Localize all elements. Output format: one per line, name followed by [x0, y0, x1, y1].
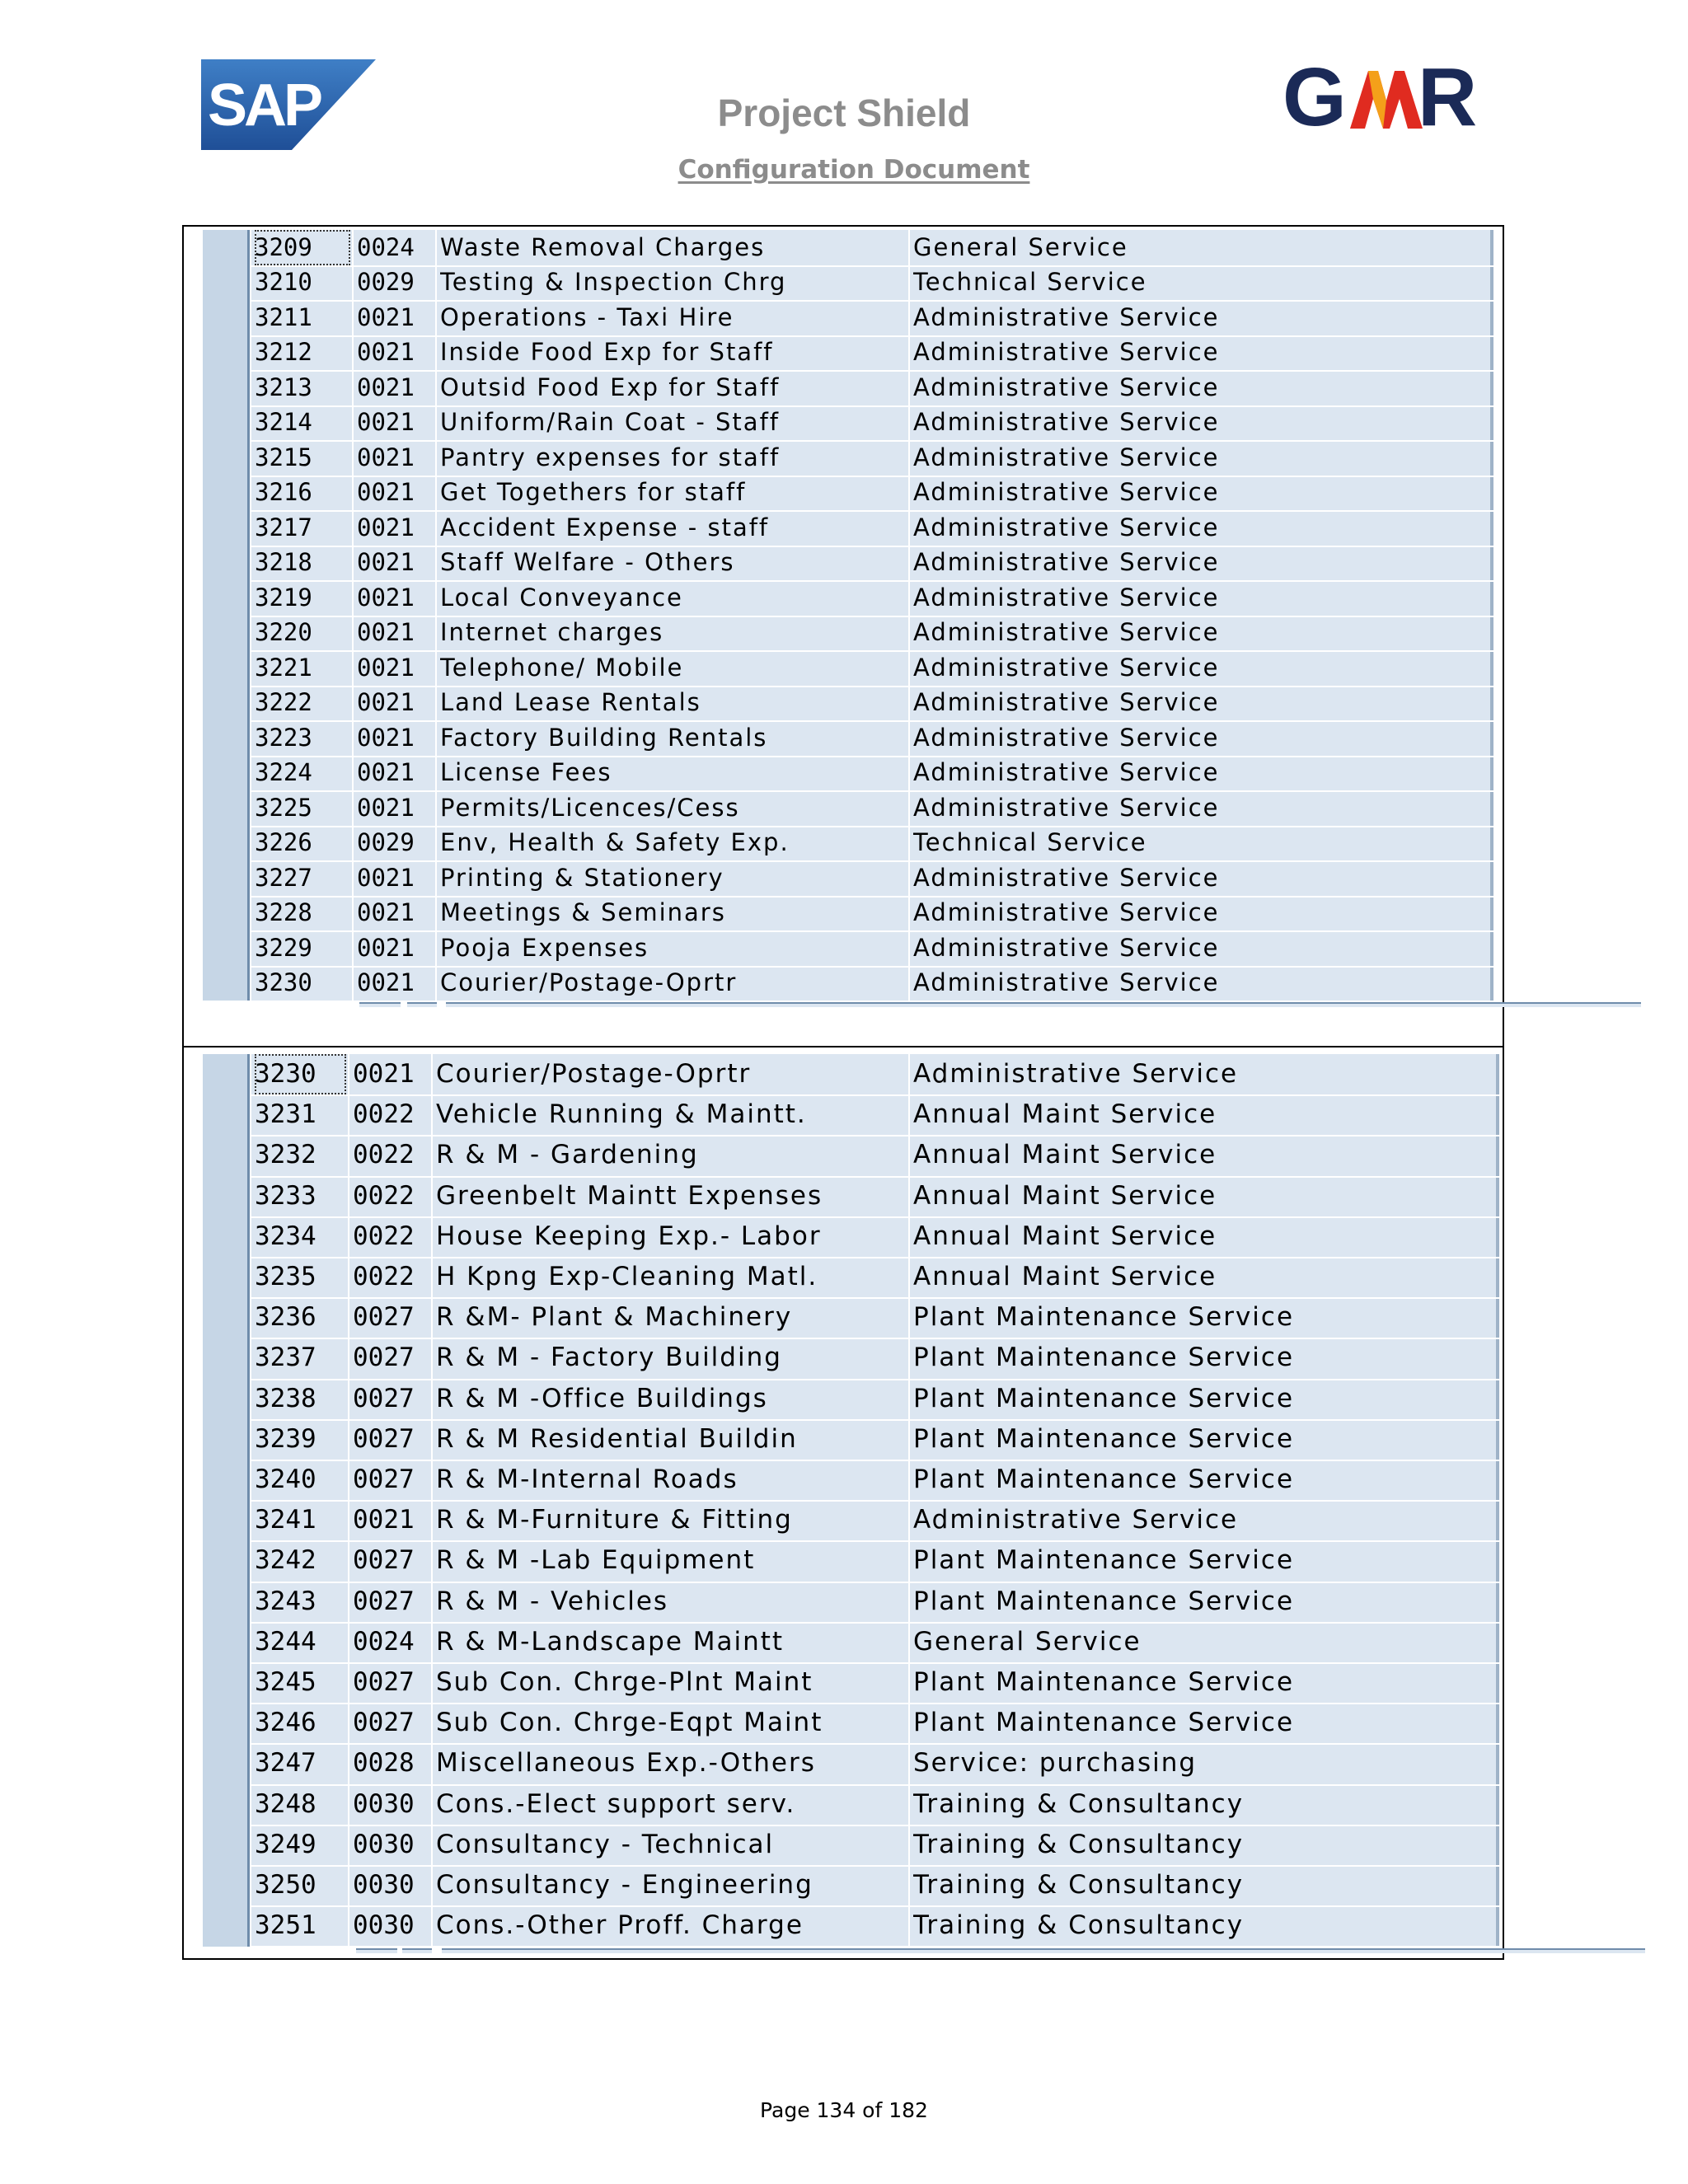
cost-element-description-cell[interactable]: R & M - Factory Building: [436, 1343, 782, 1373]
category-code-cell[interactable]: 0021: [357, 653, 415, 682]
table-row[interactable]: [251, 1338, 1499, 1380]
table-row[interactable]: [251, 720, 1493, 757]
category-code-cell[interactable]: 0021: [357, 513, 415, 541]
row-selector-column[interactable]: [203, 230, 251, 1001]
cost-element-cell[interactable]: 3232: [255, 1140, 316, 1170]
cost-element-description-cell[interactable]: Meetings & Seminars: [440, 898, 726, 927]
table-row[interactable]: [251, 1135, 1499, 1177]
cost-element-description-cell[interactable]: Get Togethers for staff: [440, 478, 747, 507]
cost-element-table-bottom: [203, 1054, 1499, 1947]
category-code-cell[interactable]: 0029: [357, 268, 415, 297]
table-row[interactable]: [251, 1865, 1499, 1907]
cost-element-description-cell[interactable]: Env, Health & Safety Exp.: [440, 828, 790, 857]
cost-element-description-cell[interactable]: House Keeping Exp.- Labor: [436, 1221, 822, 1251]
table-row[interactable]: [251, 1582, 1499, 1624]
cost-element-cell[interactable]: 3241: [255, 1505, 316, 1535]
cost-element-description-cell[interactable]: Consultancy - Engineering: [436, 1870, 814, 1900]
cost-element-cell[interactable]: 3240: [255, 1465, 316, 1495]
category-code-cell[interactable]: 0021: [357, 583, 415, 612]
category-code-cell[interactable]: 0022: [353, 1262, 415, 1292]
cost-element-description-cell[interactable]: R & M Residential Buildin: [436, 1423, 798, 1454]
table-row[interactable]: [251, 1460, 1499, 1502]
cost-element-description-cell[interactable]: Waste Removal Charges: [440, 232, 766, 261]
service-category-cell[interactable]: Training & Consultancy: [913, 1788, 1245, 1819]
cost-element-description-cell[interactable]: Factory Building Rentals: [440, 723, 768, 752]
cost-element-cell[interactable]: 3235: [255, 1262, 316, 1292]
category-code-cell[interactable]: 0030: [353, 1788, 415, 1819]
cost-element-cell[interactable]: 3230: [255, 968, 312, 997]
cost-element-description-cell[interactable]: Cons.-Elect support serv.: [436, 1788, 796, 1819]
cost-element-description-cell[interactable]: Operations - Taxi Hire: [440, 302, 734, 331]
cost-element-cell[interactable]: 3244: [255, 1626, 316, 1657]
service-category-cell[interactable]: General Service: [913, 1626, 1142, 1657]
cost-element-description-cell[interactable]: Accident Expense - staff: [440, 513, 770, 541]
table-row[interactable]: [251, 650, 1493, 687]
service-category-cell[interactable]: Administrative Service: [913, 1059, 1239, 1090]
cost-element-cell[interactable]: 3215: [255, 443, 312, 471]
category-code-cell[interactable]: 0021: [357, 408, 415, 437]
category-code-cell[interactable]: 0022: [353, 1140, 415, 1170]
cost-element-cell[interactable]: 3218: [255, 548, 312, 577]
cost-element-cell[interactable]: 3226: [255, 828, 312, 857]
cost-element-cell[interactable]: 3210: [255, 268, 312, 297]
service-category-cell[interactable]: Administrative Service: [913, 793, 1220, 822]
table-row[interactable]: [251, 405, 1493, 443]
table-row[interactable]: [251, 440, 1493, 477]
category-code-cell[interactable]: 0024: [353, 1626, 415, 1657]
service-category-cell[interactable]: Administrative Service: [913, 933, 1220, 962]
svg-text:SAP: SAP: [208, 73, 321, 138]
service-category-cell[interactable]: Administrative Service: [913, 548, 1220, 577]
cost-element-table-top: [203, 230, 1493, 1001]
cost-element-cell[interactable]: 3247: [255, 1748, 316, 1779]
cost-element-cell[interactable]: 3250: [255, 1870, 316, 1900]
category-code-cell[interactable]: 0027: [353, 1423, 415, 1454]
service-category-cell[interactable]: Training & Consultancy: [913, 1829, 1245, 1859]
table-row[interactable]: [251, 1500, 1499, 1542]
cost-element-cell[interactable]: 3211: [255, 302, 312, 331]
table-row[interactable]: [251, 790, 1493, 827]
cost-element-cell[interactable]: 3237: [255, 1343, 316, 1373]
service-category-cell[interactable]: Technical Service: [913, 268, 1147, 297]
table-row[interactable]: [251, 230, 1493, 267]
service-category-cell[interactable]: Administrative Service: [913, 1505, 1239, 1535]
cost-element-cell[interactable]: 3217: [255, 513, 312, 541]
cost-element-cell[interactable]: 3213: [255, 373, 312, 401]
cost-element-cell[interactable]: 3225: [255, 793, 312, 822]
cost-element-description-cell[interactable]: Internet charges: [440, 618, 664, 647]
cost-element-description-cell[interactable]: R & M - Gardening: [436, 1140, 699, 1170]
horizontal-scrollbar-top[interactable]: [203, 1001, 1493, 1007]
cost-element-cell[interactable]: 3219: [255, 583, 312, 612]
cost-element-description-cell[interactable]: R & M -Lab Equipment: [436, 1545, 756, 1576]
category-code-cell[interactable]: 0021: [357, 548, 415, 577]
table-row[interactable]: [251, 1094, 1499, 1137]
table-row[interactable]: [251, 966, 1493, 1003]
table-row[interactable]: [251, 265, 1493, 302]
cost-element-description-cell[interactable]: Sub Con. Chrge-Eqpt Maint: [436, 1708, 823, 1738]
cost-element-description-cell[interactable]: R & M-Landscape Maintt: [436, 1626, 785, 1657]
service-category-cell[interactable]: Administrative Service: [913, 302, 1220, 331]
cost-element-description-cell[interactable]: H Kpng Exp-Cleaning Matl.: [436, 1262, 818, 1292]
service-category-cell[interactable]: Administrative Service: [913, 898, 1220, 927]
cost-element-cell[interactable]: 3214: [255, 408, 312, 437]
category-code-cell[interactable]: 0021: [357, 793, 415, 822]
cost-element-description-cell[interactable]: Telephone/ Mobile: [440, 653, 684, 682]
cost-element-cell[interactable]: 3212: [255, 338, 312, 367]
service-category-cell[interactable]: Administrative Service: [913, 513, 1220, 541]
service-category-cell[interactable]: Administrative Service: [913, 723, 1220, 752]
category-code-cell[interactable]: 0027: [353, 1586, 415, 1616]
cost-element-description-cell[interactable]: R & M -Office Buildings: [436, 1383, 768, 1413]
category-code-cell[interactable]: 0021: [357, 968, 415, 997]
cost-element-description-cell[interactable]: Printing & Stationery: [440, 863, 724, 892]
service-category-cell[interactable]: Annual Maint Service: [913, 1180, 1217, 1211]
cost-element-description-cell[interactable]: R & M-Furniture & Fitting: [436, 1505, 793, 1535]
row-selector-column[interactable]: [203, 1054, 251, 1947]
service-category-cell[interactable]: Plant Maintenance Service: [913, 1465, 1295, 1495]
category-code-cell[interactable]: 0021: [357, 373, 415, 401]
cost-element-cell[interactable]: 3246: [255, 1708, 316, 1738]
table-row[interactable]: [251, 1784, 1499, 1826]
category-code-cell[interactable]: 0027: [353, 1667, 415, 1698]
cost-element-cell[interactable]: 3245: [255, 1667, 316, 1698]
table-row[interactable]: [251, 1379, 1499, 1421]
cost-element-description-cell[interactable]: Local Conveyance: [440, 583, 683, 612]
category-code-cell[interactable]: 0027: [353, 1302, 415, 1333]
cost-element-cell[interactable]: 3228: [255, 898, 312, 927]
service-category-cell[interactable]: Technical Service: [913, 828, 1147, 857]
cost-element-description-cell[interactable]: Land Lease Rentals: [440, 688, 701, 717]
cost-element-cell[interactable]: 3216: [255, 478, 312, 507]
table-row[interactable]: [251, 1703, 1499, 1745]
cost-element-description-cell[interactable]: Inside Food Exp for Staff: [440, 338, 774, 367]
table-row[interactable]: [251, 1662, 1499, 1704]
table-row[interactable]: [251, 1257, 1499, 1299]
cost-element-cell[interactable]: 3239: [255, 1423, 316, 1454]
table-row[interactable]: [251, 896, 1493, 933]
service-category-cell[interactable]: Service: purchasing: [913, 1748, 1198, 1779]
cost-element-description-cell[interactable]: Courier/Postage-Oprtr: [440, 968, 738, 997]
category-code-cell[interactable]: 0030: [353, 1870, 415, 1900]
category-code-cell[interactable]: 0030: [353, 1910, 415, 1941]
cost-element-description-cell[interactable]: Permits/Licences/Cess: [440, 793, 740, 822]
table-row[interactable]: [251, 476, 1493, 513]
table-row[interactable]: [251, 1419, 1499, 1461]
service-category-cell[interactable]: Annual Maint Service: [913, 1099, 1217, 1130]
category-code-cell[interactable]: 0022: [353, 1221, 415, 1251]
category-code-cell[interactable]: 0021: [353, 1505, 415, 1535]
svg-text:R: R: [1418, 58, 1478, 132]
service-category-cell[interactable]: Plant Maintenance Service: [913, 1667, 1295, 1698]
service-category-cell[interactable]: Plant Maintenance Service: [913, 1302, 1295, 1333]
cost-element-description-cell[interactable]: R & M-Internal Roads: [436, 1465, 738, 1495]
table-row[interactable]: [251, 546, 1493, 583]
cost-element-description-cell[interactable]: Testing & Inspection Chrg: [440, 268, 787, 297]
cost-element-cell[interactable]: 3229: [255, 933, 312, 962]
service-category-cell[interactable]: Plant Maintenance Service: [913, 1586, 1295, 1616]
cost-element-description-cell[interactable]: Consultancy - Technical: [436, 1829, 775, 1859]
service-category-cell[interactable]: Plant Maintenance Service: [913, 1423, 1295, 1454]
service-category-cell[interactable]: Administrative Service: [913, 408, 1220, 437]
table-row[interactable]: [251, 1216, 1499, 1258]
table-row[interactable]: [251, 860, 1493, 898]
table-row[interactable]: [251, 370, 1493, 407]
cost-element-cell[interactable]: 3242: [255, 1545, 316, 1576]
service-category-cell[interactable]: Annual Maint Service: [913, 1140, 1217, 1170]
cost-element-cell[interactable]: 3234: [255, 1221, 316, 1251]
document-subtitle: Configuration Document: [678, 155, 1030, 185]
service-category-cell[interactable]: Training & Consultancy: [913, 1910, 1245, 1941]
service-category-cell[interactable]: Annual Maint Service: [913, 1221, 1217, 1251]
category-code-cell[interactable]: 0021: [357, 898, 415, 927]
category-code-cell[interactable]: 0021: [357, 933, 415, 962]
table-row[interactable]: [251, 1540, 1499, 1582]
category-code-cell[interactable]: 0022: [353, 1180, 415, 1211]
table-row[interactable]: [251, 1297, 1499, 1339]
table-row[interactable]: [251, 300, 1493, 337]
service-category-cell[interactable]: Administrative Service: [913, 338, 1220, 367]
table-row[interactable]: [251, 1622, 1499, 1664]
table-row[interactable]: [251, 1176, 1499, 1218]
page-number: Page 134 of 182: [760, 2098, 928, 2122]
service-category-cell[interactable]: Plant Maintenance Service: [913, 1708, 1295, 1738]
category-code-cell[interactable]: 0021: [357, 758, 415, 787]
service-category-cell[interactable]: Administrative Service: [913, 863, 1220, 892]
service-category-cell[interactable]: General Service: [913, 232, 1128, 261]
cost-element-description-cell[interactable]: Pantry expenses for staff: [440, 443, 781, 471]
service-category-cell[interactable]: Plant Maintenance Service: [913, 1545, 1295, 1576]
cost-element-cell[interactable]: 3233: [255, 1180, 316, 1211]
category-code-cell[interactable]: 0027: [353, 1708, 415, 1738]
service-category-cell[interactable]: Administrative Service: [913, 688, 1220, 717]
table-row[interactable]: [251, 1825, 1499, 1867]
category-code-cell[interactable]: 0027: [353, 1343, 415, 1373]
service-category-cell[interactable]: Plant Maintenance Service: [913, 1343, 1295, 1373]
service-category-cell[interactable]: Administrative Service: [913, 373, 1220, 401]
service-category-cell[interactable]: Administrative Service: [913, 758, 1220, 787]
category-code-cell[interactable]: 0021: [357, 478, 415, 507]
cost-element-cell[interactable]: 3221: [255, 653, 312, 682]
cost-element-cell[interactable]: 3220: [255, 618, 312, 647]
table-row[interactable]: [251, 930, 1493, 968]
table-row[interactable]: [251, 686, 1493, 723]
cost-element-description-cell[interactable]: Sub Con. Chrge-Plnt Maint: [436, 1667, 814, 1698]
service-category-cell[interactable]: Administrative Service: [913, 653, 1220, 682]
cost-element-description-cell[interactable]: Courier/Postage-Oprtr: [436, 1059, 752, 1090]
service-category-cell[interactable]: Administrative Service: [913, 478, 1220, 507]
table-row[interactable]: [251, 335, 1493, 373]
category-code-cell[interactable]: 0021: [357, 302, 415, 331]
category-code-cell[interactable]: 0028: [353, 1748, 415, 1779]
cost-element-cell[interactable]: 3251: [255, 1910, 316, 1941]
category-code-cell[interactable]: 0024: [357, 232, 415, 261]
category-code-cell[interactable]: 0021: [357, 443, 415, 471]
category-code-cell[interactable]: 0021: [357, 863, 415, 892]
cost-element-cell[interactable]: 3227: [255, 863, 312, 892]
cost-element-cell[interactable]: 3231: [255, 1099, 316, 1130]
cost-element-description-cell[interactable]: Outsid Food Exp for Staff: [440, 373, 781, 401]
table-row[interactable]: [251, 826, 1493, 863]
service-category-cell[interactable]: Administrative Service: [913, 583, 1220, 612]
cost-element-cell[interactable]: 3230: [255, 1054, 346, 1094]
category-code-cell[interactable]: 0027: [353, 1545, 415, 1576]
table-row[interactable]: [251, 510, 1493, 547]
document-title: Project Shield: [717, 91, 971, 134]
cost-element-cell[interactable]: 3209: [255, 230, 350, 265]
service-category-cell[interactable]: Annual Maint Service: [913, 1262, 1217, 1292]
table-row[interactable]: [251, 1905, 1499, 1947]
table-row[interactable]: [251, 1743, 1499, 1785]
svg-text:G: G: [1282, 58, 1342, 132]
category-code-cell[interactable]: 0021: [357, 723, 415, 752]
cost-element-description-cell[interactable]: Greenbelt Maintt Expenses: [436, 1180, 823, 1211]
cost-element-description-cell[interactable]: Vehicle Running & Maintt.: [436, 1099, 807, 1130]
service-category-cell[interactable]: Administrative Service: [913, 443, 1220, 471]
cost-element-cell[interactable]: 3236: [255, 1302, 316, 1333]
table-row[interactable]: [251, 756, 1493, 793]
category-code-cell[interactable]: 0021: [357, 688, 415, 717]
service-category-cell[interactable]: Plant Maintenance Service: [913, 1383, 1295, 1413]
service-category-cell[interactable]: Administrative Service: [913, 968, 1220, 997]
table-row[interactable]: [251, 1054, 1499, 1096]
cost-element-description-cell[interactable]: License Fees: [440, 758, 612, 787]
category-code-cell[interactable]: 0029: [357, 828, 415, 857]
cost-element-description-cell[interactable]: R &M- Plant & Machinery: [436, 1302, 793, 1333]
category-code-cell[interactable]: 0021: [357, 338, 415, 367]
category-code-cell[interactable]: 0021: [353, 1059, 415, 1090]
service-category-cell[interactable]: Training & Consultancy: [913, 1870, 1245, 1900]
cost-element-description-cell[interactable]: Uniform/Rain Coat - Staff: [440, 408, 780, 437]
cost-element-description-cell[interactable]: R & M - Vehicles: [436, 1586, 669, 1616]
cost-element-cell[interactable]: 3238: [255, 1383, 316, 1413]
category-code-cell[interactable]: 0022: [353, 1099, 415, 1130]
cost-element-cell[interactable]: 3223: [255, 723, 312, 752]
category-code-cell[interactable]: 0027: [353, 1383, 415, 1413]
horizontal-scrollbar-bottom[interactable]: [203, 1947, 1499, 1953]
category-code-cell[interactable]: 0027: [353, 1465, 415, 1495]
cost-element-description-cell[interactable]: Staff Welfare - Others: [440, 548, 735, 577]
cost-element-cell[interactable]: 3222: [255, 688, 312, 717]
cost-element-cell[interactable]: 3248: [255, 1788, 316, 1819]
cost-element-cell[interactable]: 3243: [255, 1586, 316, 1616]
frame-divider: [182, 1046, 1504, 1047]
table-row[interactable]: [251, 616, 1493, 653]
cost-element-description-cell[interactable]: Miscellaneous Exp.-Others: [436, 1748, 816, 1779]
category-code-cell[interactable]: 0021: [357, 618, 415, 647]
table-row[interactable]: [251, 580, 1493, 617]
cost-element-description-cell[interactable]: Cons.-Other Proff. Charge: [436, 1910, 804, 1941]
service-category-cell[interactable]: Administrative Service: [913, 618, 1220, 647]
cost-element-cell[interactable]: 3249: [255, 1829, 316, 1859]
category-code-cell[interactable]: 0030: [353, 1829, 415, 1859]
cost-element-description-cell[interactable]: Pooja Expenses: [440, 933, 649, 962]
cost-element-cell[interactable]: 3224: [255, 758, 312, 787]
